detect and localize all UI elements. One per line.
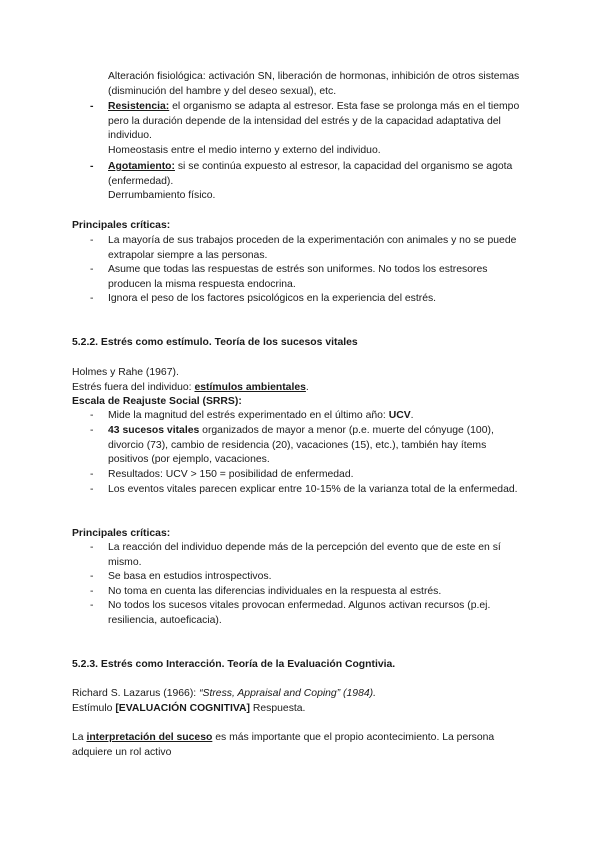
- phase-text: si se continúa expuesto al estresor, la capacidad del organismo se agota (enfermedad).: [108, 161, 513, 187]
- critiques-heading: Principales críticas:: [72, 220, 171, 231]
- definition-term: estímulos ambientales: [194, 382, 306, 393]
- section-title: 5.2.2. Estrés como estímulo. Teoría de los sucesos vitales: [72, 337, 358, 348]
- stress-definition: Estrés fuera del individuo: estímulos ambientales.: [72, 382, 309, 393]
- section-title: 5.2.3. Estrés como Interacción. Teoría de la Evaluación Cogntivia.: [72, 659, 396, 670]
- phase-extra: Homeostasis entre el medio interno y externo del individuo.: [108, 144, 381, 156]
- critiques-heading: Principales críticas:: [72, 528, 171, 539]
- bullet-dash: -: [90, 161, 94, 172]
- scale-title: Escala de Reajuste Social (SRRS):: [72, 396, 242, 407]
- model-line: Estímulo [EVALUACIÓN COGNITIVA] Respuesta.: [72, 703, 306, 714]
- phase-text: el organismo se adapta al estresor. Esta fase se prolonga más en el tiempo pero la duración depende de la intensidad del estrés y de la capacidad adaptativa del individuo.: [108, 101, 520, 142]
- alarm-phase-detail: Alteración fisiológica: activación SN, liberación de hormonas, inhibición de otros sistemas (disminución del hambre y del deseo sexual), etc.: [108, 71, 520, 97]
- interpretation-term: interpretación del suceso: [86, 732, 213, 743]
- interpretation-paragraph: La interpretación del suceso es más importante que el propio acontecimiento. La persona adquiere un rol activo: [72, 732, 495, 758]
- author-citation: Holmes y Rahe (1967).: [72, 367, 179, 378]
- phase-extra: Derrumbamiento físico.: [108, 190, 216, 202]
- document-page: Alteración fisiológica: activación SN, liberación de hormonas, inhibición de otros sistemas (disminución del hambre y del deseo sexual), etc. - Resistencia: el organismo se adapta al estresor. Esta fase se prolonga más en el tiempo pero la duración depende de la intensidad del estrés y de la capacidad adaptativa del individuo. Homeostasis entre el medio interno y externo del individuo. - Agotamiento: si se continúa expuesto al estresor, la capacidad del organismo se agota (enfermedad). Derrumbamiento físico. Principales críticas: - La mayoría de sus trabajos proceden de la experimentación con animales y no se puede extrapolar siempre a las personas. - Asume que todas las respuestas de estrés son uniformes. No todos los estresores producen la misma respuesta endocrina. - Ignora el peso de los factores psicológicos en la experiencia del estrés. 5.2.2. Estrés como estímulo. Teoría de los sucesos vitales Holmes y Rahe (1967). Estrés fuera del individuo: estímulos ambientales. Escala de Reajuste Social (SRRS): - Mide la magnitud del estrés experimentado en el último año: UCV. - 43 sucesos vitales organizados de mayor a menor (p.e. muerte del cónyuge (100), divorcio (73), cambio de residencia (20), vacaciones (15), etc.), también hay ítems positivos (por ejemplo, vacaciones. - Resultados: UCV > 150 = posibilidad de enfermedad. - Los eventos vitales parecen explicar entre 10-15% de la varianza total de la enfermedad. Principales críticas: - La reacción del individuo depende más de la percepción del evento que de este en sí mismo. - Se basa en estudios introspectivos. - No toma en cuenta las diferencias individuales en la respuesta al estrés. - No todos los sucesos vitales provocan enfermedad. Algunos activan recursos (p.ej. resiliencia, autoeficacia). 5.2.3. Estrés como Interacción. Teoría de la Evaluación Cogntivia. Richard S. Lazarus (1966): “Stress, Appraisal and Coping” (1984). Estímulo [EVALUACIÓN COGNITIVA] Respuesta. La interpretación del suceso es más importante que el propio acontecimiento. La persona adquiere un rol activo: [0, 0, 600, 848]
- phase-term: Agotamiento:: [108, 161, 175, 172]
- bullet-dash: -: [90, 101, 94, 112]
- phase-term: Resistencia:: [108, 101, 170, 112]
- author-citation: Richard S. Lazarus (1966): “Stress, Appraisal and Coping” (1984).: [72, 688, 376, 699]
